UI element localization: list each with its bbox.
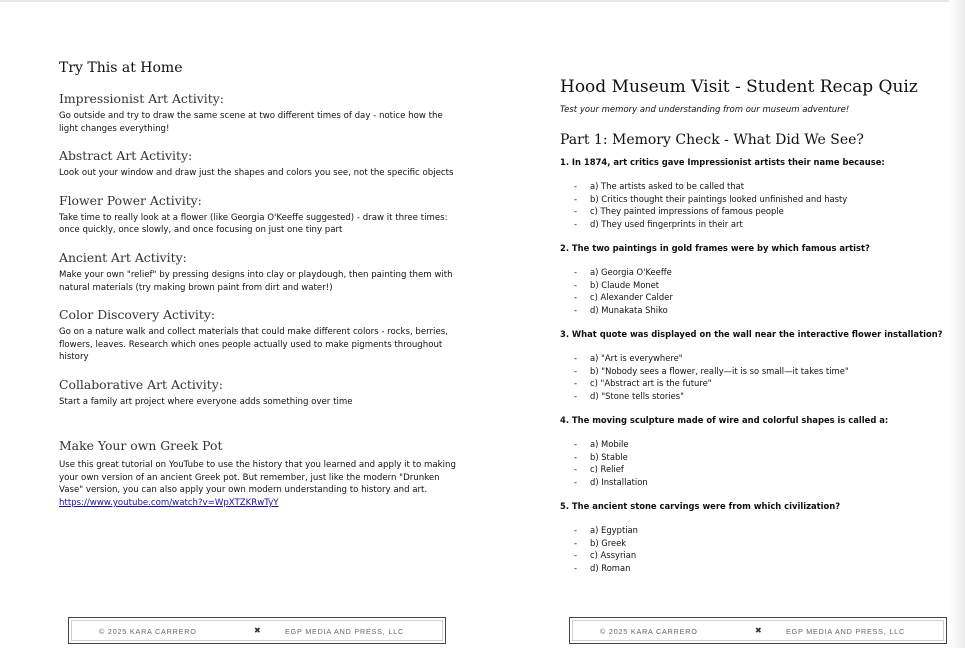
answer-option: - a) The artists asked to be called that [560,180,950,193]
footer-publisher: EGP MEDIA AND PRESS, LLC [285,627,404,636]
activity-text: Look out your window and draw just the shapes and colors you see, not the specific objects [59,168,454,179]
question-4-options [560,438,950,488]
activity-impressionist [59,91,459,135]
answer-option: - c) Alexander Calder [560,291,950,304]
question-1-options [560,180,950,230]
activity-text: Make your own "relief" by pressing designs into clay or playdough, then painting them with natural materials (try making brown paint from dirt and water!) [59,269,453,293]
answer-option: - b) Greek [560,537,950,550]
youtube-tutorial-link[interactable]: https://www.youtube.com/watch?v=WpXTZKRwTyY [59,497,279,508]
question-5: 5. The ancient stone carvings were from which civilization? [560,501,841,511]
activity-ancient-art [59,250,459,294]
answer-option: - a) "Art is everywhere" [560,352,950,365]
activity-title: Impressionist Art Activity: [59,91,224,106]
star-separator-icon: ✖ [254,626,261,635]
answer-option: - b) Claude Monet [560,279,950,292]
question-1: 1. In 1874, art critics gave Impressionist artists their name because: [560,157,885,167]
answer-option: - d) Installation [560,476,950,489]
activity-title: Color Discovery Activity: [59,307,216,323]
quiz-questions [560,156,950,586]
footer-copyright: © 2025 KARA CARRERO [600,627,698,636]
activities-list [59,91,459,422]
answer-option: - a) Mobile [560,438,950,451]
answer-option: - c) "Abstract art is the future" [560,377,950,390]
answer-option: - b) "Nobody sees a flower, really—it is so small—it takes time" [560,365,950,378]
activity-title: Collaborative Art Activity: [59,376,223,392]
question-2: 2. The two paintings in gold frames were by which famous artist? [560,243,870,253]
answer-option: - a) Georgia O'Keeffe [560,266,950,279]
greek-pot-text: Use this great tutorial on YouTube to use the history that you learned and apply it to making your own version of an ancient Greek pot. But remember, just like the modern "Drunken Vase" version, you can also apply your own modern understanding to history and art. [59,460,456,496]
question-2-options [560,266,950,316]
answer-option: - a) Egyptian [560,524,950,537]
answer-option: - c) Relief [560,463,950,476]
footer-right [569,617,947,644]
answer-option: - b) Stable [560,451,950,464]
page-edge-shadow [949,0,965,648]
greek-pot-section [59,438,459,509]
activity-color-discovery [59,307,459,364]
activity-title: Ancient Art Activity: [59,249,187,265]
greek-pot-title: Make Your own Greek Pot [59,438,223,453]
activity-abstract [59,148,459,180]
question-5-options [560,524,950,574]
activity-flower-power [59,193,459,237]
part-1-heading: Part 1: Memory Check - What Did We See? [560,132,864,148]
question-3: 3. What quote was displayed on the wall near the interactive flower installation? [560,329,943,339]
question-4: 4. The moving sculpture made of wire and colorful shapes is called a: [560,415,889,425]
top-border [0,0,965,2]
footer-copyright: © 2025 KARA CARRERO [99,627,197,636]
answer-option: - b) Critics thought their paintings looked unfinished and hasty [560,193,950,206]
question-3-options [560,352,950,402]
activity-text: Go on a nature walk and collect materials that could make different colors - rocks, berries, flowers, leaves. Research which ones people actually used to make pigments throughout history [59,327,448,363]
answer-option: - d) "Stone tells stories" [560,390,950,403]
activity-collaborative [59,377,459,409]
answer-option: - d) Munakata Shiko [560,304,950,317]
answer-option: - c) Assyrian [560,549,950,562]
star-separator-icon: ✖ [755,626,762,635]
quiz-title: Hood Museum Visit - Student Recap Quiz [560,77,918,97]
activity-text: Take time to really look at a flower (like Georgia O'Keeffe suggested) - draw it three times: once quickly, once slowly, and once focusing on just one tiny part [59,212,448,236]
answer-option: - d) Roman [560,562,950,575]
activity-title: Flower Power Activity: [59,192,202,208]
try-at-home-heading: Try This at Home [59,60,183,76]
activity-text: Go outside and try to draw the same scene at two different times of day - notice how the light changes everything! [59,111,443,134]
activity-title: Abstract Art Activity: [59,148,193,164]
answer-option: - c) They painted impressions of famous people [560,205,950,218]
activity-text: Start a family art project where everyone adds something over time [59,396,353,407]
quiz-subtitle: Test your memory and understanding from our museum adventure! [560,105,850,115]
footer-left [68,617,446,644]
footer-publisher: EGP MEDIA AND PRESS, LLC [786,627,905,636]
answer-option: - d) They used fingerprints in their art [560,218,950,231]
